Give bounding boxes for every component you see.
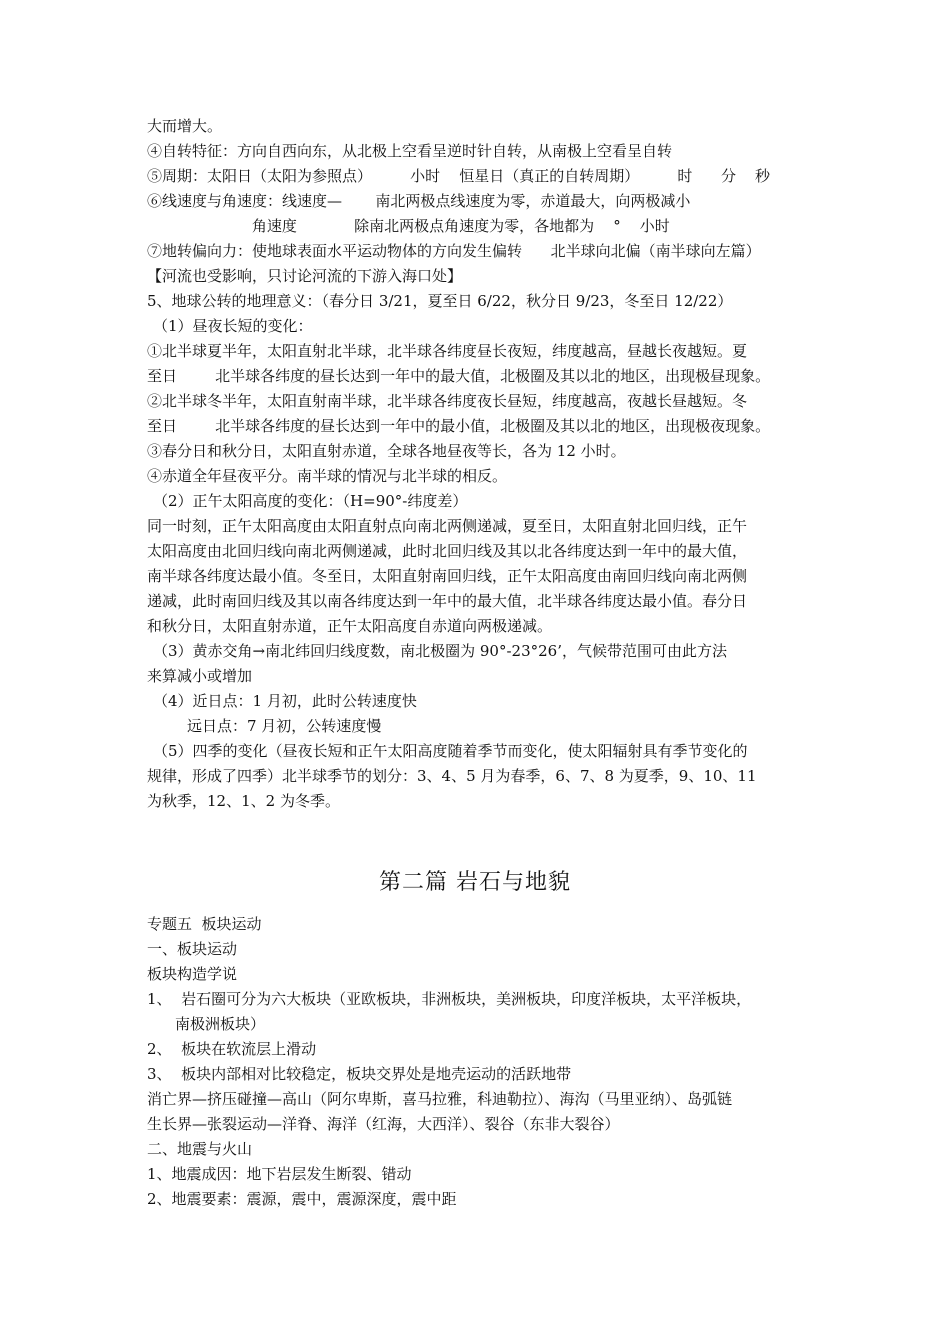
text-line: 3、 板块内部相对比较稳定，板块交界处是地壳运动的活跃地带	[147, 1065, 572, 1083]
text-line: 2、地震要素：震源，震中，震源深度，震中距	[147, 1190, 457, 1208]
text-line: （3）黄赤交角→南北纬回归线度数，南北极圈为 90°-23°26’，气候带范围可由此方法	[153, 642, 727, 660]
text-line: 二、地震与火山	[147, 1140, 253, 1158]
text-line: 为秋季，12、1、2 为冬季。	[147, 792, 340, 810]
text-line: （2）正午太阳高度的变化：（H=90°-纬度差）	[153, 492, 468, 510]
text-line: ⑤周期：太阳日（太阳为参照点） 小时 恒星日（真正的自转周期） 时 分 秒	[147, 167, 771, 185]
text-line: 太阳高度由北回归线向南北两侧递减，此时北回归线及其以北各纬度达到一年中的最大值，	[147, 542, 748, 560]
text-line: ⑥线速度与角速度：线速度— 南北两极点线速度为零，赤道最大，向两极减小	[147, 192, 691, 210]
text-line: 2、 板块在软流层上滑动	[147, 1040, 317, 1058]
text-line: 板块构造学说	[147, 965, 238, 983]
text-line: 同一时刻，正午太阳高度由太阳直射点向南北两侧递减，夏至日，太阳直射北回归线，正午	[147, 517, 748, 535]
body-text-part1	[147, 114, 811, 814]
text-line: ③春分日和秋分日，太阳直射赤道，全球各地昼夜等长，各为 12 小时。	[147, 442, 626, 460]
text-line: 至日 北半球各纬度的昼长达到一年中的最大值，北极圈及其以北的地区，出现极昼现象。	[147, 367, 771, 385]
text-line: 1、地震成因：地下岩层发生断裂、错动	[147, 1165, 412, 1183]
text-line: 【河流也受影响，只讨论河流的下游入海口处】	[147, 267, 463, 285]
text-line: （1）昼夜长短的变化：	[153, 317, 313, 335]
text-line: 大而增大。	[147, 117, 223, 135]
text-line: 消亡界—挤压碰撞—高山（阿尔卑斯，喜马拉雅，科迪勒拉）、海沟（马里亚纳）、岛弧链	[147, 1090, 733, 1108]
text-line: 和秋分日，太阳直射赤道，正午太阳高度自赤道向两极递减。	[147, 617, 553, 635]
text-line: 1、 岩石圈可分为六大板块（亚欧板块，非洲板块，美洲板块，印度洋板块，太平洋板块，	[147, 990, 752, 1008]
text-line: ①北半球夏半年，太阳直射北半球，北半球各纬度昼长夜短，纬度越高，昼越长夜越短。夏	[147, 342, 748, 360]
text-line: 5、地球公转的地理意义：（春分日 3/21，夏至日 6/22，秋分日 9/23，冬至日 12/22）	[147, 292, 733, 310]
text-line: 来算减小或增加	[147, 667, 253, 685]
text-line: ④自转特征：方向自西向东，从北极上空看呈逆时针自转，从南极上空看呈自转	[147, 142, 673, 160]
text-line: ④赤道全年昼夜平分。南半球的情况与北半球的相反。	[147, 467, 508, 485]
text-line: （5）四季的变化（昼夜长短和正午太阳高度随着季节而变化，使太阳辐射具有季节变化的	[153, 742, 748, 760]
body-text-part2	[147, 912, 811, 1212]
text-line: 规律，形成了四季）北半球季节的划分：3、4、5 月为春季，6、7、8 为夏季，9、10、11	[147, 767, 757, 785]
text-line: 远日点：7 月初，公转速度慢	[187, 717, 382, 735]
text-line: ⑦地转偏向力：使地球表面水平运动物体的方向发生偏转 北半球向北偏（南半球向左篇）	[147, 242, 761, 260]
text-line: 南极洲板块）	[175, 1015, 266, 1033]
text-line: （4）近日点：1 月初，此时公转速度快	[153, 692, 417, 710]
text-line: 生长界—张裂运动—洋脊、海洋（红海，大西洋）、裂谷（东非大裂谷）	[147, 1115, 620, 1133]
text-line: 专题五 板块运动	[147, 915, 262, 933]
text-line: 至日 北半球各纬度的昼长达到一年中的最小值，北极圈及其以北的地区，出现极夜现象。	[147, 417, 771, 435]
text-line: 角速度 除南北两极点角速度为零，各地都为 ° 小时	[147, 217, 670, 235]
text-line: 南半球各纬度达最小值。冬至日，太阳直射南回归线，正午太阳高度由南回归线向南北两侧	[147, 567, 748, 585]
text-line: 递减，此时南回归线及其以南各纬度达到一年中的最大值，北半球各纬度达最小值。春分日	[147, 592, 748, 610]
text-line: ②北半球冬半年，太阳直射南半球，北半球各纬度夜长昼短，纬度越高，夜越长昼越短。冬	[147, 392, 748, 410]
section-title: 第二篇 岩石与地貌	[379, 870, 571, 895]
text-line: 一、板块运动	[147, 940, 238, 958]
